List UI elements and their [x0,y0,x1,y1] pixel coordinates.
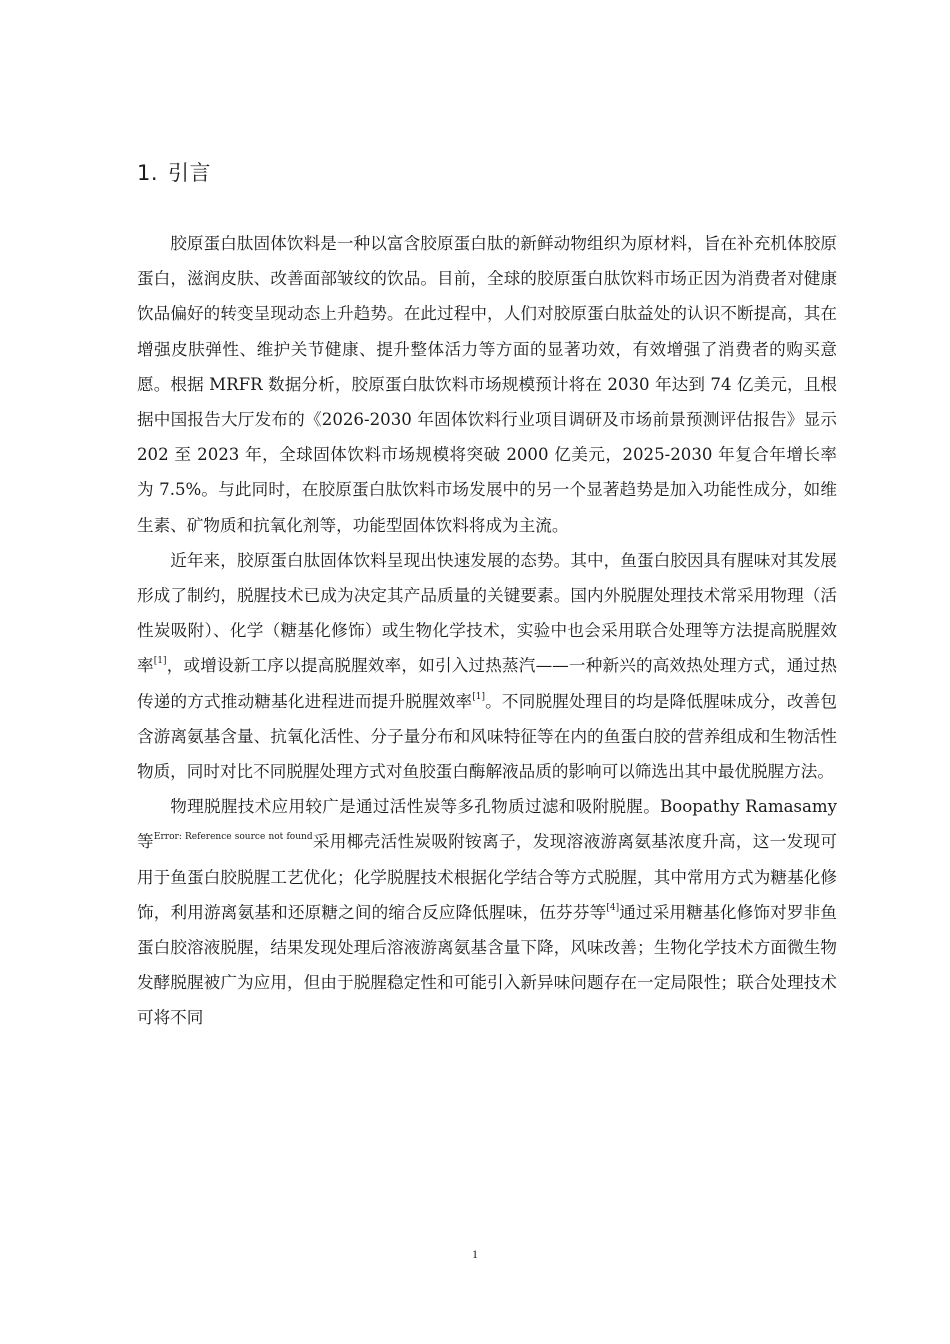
body-text [137,226,837,1036]
section-number: 1. [137,161,159,185]
paragraph [137,789,837,1035]
paragraph-text: ，或增设新工序以提高脱腥效率，如引入过热蒸汽——一种新兴的高效热处理方式，通过热传递的方式推动糖基化进程进而提升脱腥效率 [137,656,838,711]
paragraph [137,543,837,789]
paragraph-text: 近年来，胶原蛋白肽固体饮料呈现出快速发展的态势。其中，鱼蛋白胶因具有腥味对其发展形成了制约，脱腥技术已成为决定其产品质量的关键要素。国内外脱腥处理技术常采用物理（活性炭吸附）、化学（糖基化修饰）或生物化学技术，实验中也会采用联合处理等方法提高脱腥效率 [137,550,837,676]
citation-ref: [4] [606,902,620,913]
section-heading [137,158,211,188]
citation-ref: [1] [472,691,485,702]
paragraph-text: 物理脱腥技术应用较广是通过活性炭等多孔物质过滤和吸附脱腥。Boopathy Ramasamy 等 [137,797,837,852]
paragraph-text: 。不同脱腥处理目的均是降低腥味成分，改善包含游离氨基含量、抗氧化活性、分子量分布和风味特征等在内的鱼蛋白胶的营养组成和生物活性物质，同时对比不同脱腥处理方式对鱼胶蛋白酶解液品质的影响可以筛选出其中最优脱腥方法。 [137,691,838,782]
page-number: 1 [472,1247,478,1261]
paragraph-text: 通过采用糖基化修饰对罗非鱼蛋白胶溶液脱腥，结果发现处理后溶液游离氨基含量下降，风味改善；生物化学技术方面微生物发酵脱腥被广为应用，但由于脱腥稳定性和可能引入新异味问题存在一定局限性；联合处理技术可将不同 [137,902,838,1028]
citation-ref: [1] [153,656,167,667]
paragraph-text: 胶原蛋白肽固体饮料是一种以富含胶原蛋白肽的新鲜动物组织为原材料，旨在补充机体胶原蛋白，滋润皮肤、改善面部皱纹的饮品。目前，全球的胶原蛋白肽饮料市场正因为消费者对健康饮品偏好的转变呈现动态上升趋势。在此过程中，人们对胶原蛋白肽益处的认识不断提高，其在增强皮肤弹性、维护关节健康、提升整体活力等方面的显著功效，有效增强了消费者的购买意愿。根据 MRFR 数据分析，胶原蛋白肽饮料市场规模预计将在 2030 年达到 74 亿美元，且根据中国报告大厅发布的《2026-2030 年固体饮料行业项目调研及市场前景预测评估报告》显示 202 至 2023 年，全球固体饮料市场规模将突破 2000 亿美元，2025-2030 年复合年增长率为 7.5%。与此同时，在胶原蛋白肽饮料市场发展中的另一个显著趋势是加入功能性成分，如维生素、矿物质和抗氧化剂等，功能型固体饮料将成为主流。 [137,234,837,535]
section-title: 引言 [168,161,212,185]
paragraph [137,226,837,543]
paragraph-text: 采用椰壳活性炭吸附铵离子，发现溶液游离氨基浓度升高，这一发现可用于鱼蛋白胶脱腥工艺优化；化学脱腥技术根据化学结合等方式脱腥，其中常用方式为糖基化修饰，利用游离氨基和还原糖之间的缩合反应降低腥味，伍芬芬等 [137,832,838,922]
citation-ref: Error: Reference source not found [153,832,313,843]
